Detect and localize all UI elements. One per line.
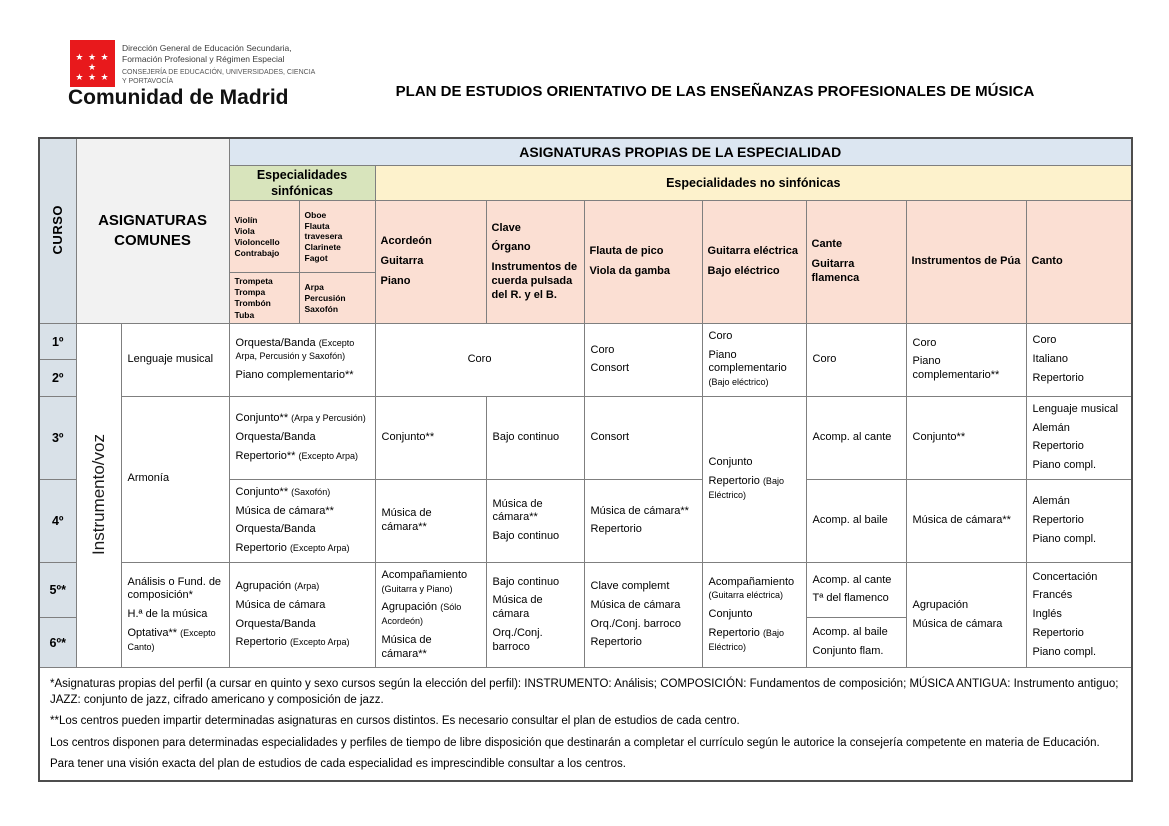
- cell-guitarra-3-4: Conjunto Repertorio (Bajo Eléctrico): [702, 396, 806, 562]
- hdr-col-instrumentos-de-pua: Instrumentos de Púa: [906, 201, 1026, 324]
- cell-sinfonicas-5-6: Agrupación (Arpa) Música de cámara Orquesta/Banda Repertorio (Excepto Arpa): [229, 562, 375, 668]
- hdr-col-trompeta: Trompeta Trompa Trombón Tuba: [229, 273, 299, 324]
- cell-sinfonicas-4: Conjunto** (Saxofón) Música de cámara** Orquesta/Banda Repertorio (Excepto Arpa): [229, 479, 375, 562]
- footnote-line: Para tener una visión exacta del plan de estudios de cada especialidad es imprescindible consultar a los centros.: [50, 757, 626, 770]
- cell-cante-4: Acomp. al baile: [806, 479, 906, 562]
- hdr-curso: CURSO: [39, 138, 76, 323]
- hdr-asignaturas-comunes: ASIGNATURAS COMUNES: [76, 138, 229, 323]
- logo-brand: Comunidad de Madrid: [68, 86, 289, 109]
- cell-cante-1-2: Coro: [806, 323, 906, 396]
- page-title: PLAN DE ESTUDIOS ORIENTATIVO DE LAS ENSEÑANZAS PROFESIONALES DE MÚSICA: [395, 83, 1035, 100]
- cell-cante-3: Acomp. al cante: [806, 396, 906, 479]
- row-3-curso: 3º: [39, 396, 76, 479]
- row-1-curso: 1º: [39, 323, 76, 360]
- row-4-curso: 4º: [39, 479, 76, 562]
- hdr-col-arpa: Arpa Percusión Saxofón: [299, 273, 375, 324]
- footnote-line: **Los centros pueden impartir determinadas asignaturas en cursos distintos. Es necesario consultar el plan de estudios de cada centro.: [50, 715, 740, 728]
- madrid-flag-logo: [70, 40, 115, 87]
- cell-acordeon-3: Conjunto**: [375, 396, 486, 479]
- cell-acordeon-clave-1-2: Coro: [375, 323, 584, 396]
- cell-clave-4: Música de cámara** Bajo continuo: [486, 479, 584, 562]
- cell-sinfonicas-3: Conjunto** (Arpa y Percusión) Orquesta/Banda Repertorio** (Excepto Arpa): [229, 396, 375, 479]
- cell-canto-5-6: Concertación Francés Inglés Repertorio Piano compl.: [1026, 562, 1132, 668]
- cell-pua-1-2: Coro Piano complementario**: [906, 323, 1026, 396]
- hdr-asignaturas-propias: ASIGNATURAS PROPIAS DE LA ESPECIALIDAD: [229, 138, 1132, 165]
- hdr-col-canto: Canto: [1026, 201, 1132, 324]
- cell-comunes-1-2: Lenguaje musical: [121, 323, 229, 396]
- logo-org-line1: CONSEJERÍA DE EDUCACIÓN, UNIVERSIDADES, CIENCIA: [122, 69, 316, 76]
- hdr-especialidades-sinfonicas: Especialidades sinfónicas: [229, 165, 375, 201]
- logo-dept-line1: Dirección General de Educación Secundaria,: [122, 43, 292, 53]
- row-2-curso: 2º: [39, 360, 76, 397]
- cell-cante-6: Acomp. al baile Conjunto flam.: [806, 617, 906, 667]
- cell-sinfonicas-1-2: Orquesta/Banda (Excepto Arpa, Percusión y Saxofón) Piano complementario**: [229, 323, 375, 396]
- cell-clave-3: Bajo continuo: [486, 396, 584, 479]
- footnotes: [39, 668, 1132, 781]
- cell-clave-5-6: Bajo continuo Música de cámara Orq./Conj. barroco: [486, 562, 584, 668]
- cell-canto-3: Lenguaje musical Alemán Repertorio Piano compl.: [1026, 396, 1132, 479]
- cell-guitarra-1-2: Coro Piano complementario (Bajo eléctrico): [702, 323, 806, 396]
- logo-dept-line2: Formación Profesional y Régimen Especial: [122, 54, 285, 64]
- cell-acordeon-5-6: Acompañamiento (Guitarra y Piano) Agrupación (Sólo Acordeón) Música de cámara**: [375, 562, 486, 668]
- hdr-col-guitarra-electrica: Guitarra eléctrica Bajo eléctrico: [702, 201, 806, 324]
- logo-org-line2: Y PORTAVOCÍA: [122, 78, 174, 85]
- hdr-col-clave: Clave Órgano Instrumentos de cuerda pulsada del R. y el B.: [486, 201, 584, 324]
- cell-canto-1-2: Coro Italiano Repertorio: [1026, 323, 1132, 396]
- hdr-col-acordeon: Acordeón Guitarra Piano: [375, 201, 486, 324]
- footnote-line: Los centros disponen para determinadas especialidades y perfiles de tiempo de libre disposición que destinarán a completar el currículo según le autorice la consejería competente en materia de Educación.: [50, 736, 1100, 749]
- footnote-line: *Asignaturas propias del perfil (a cursar en quinto y sexo cursos según la elección del perfil): INSTRUMENTO: Análisis; COMPOSICIÓN: Fundamentos de composición; MÚSICA ANTIGUA: Instrumento antiguo; JAZZ: conjunto de jazz, cifrado americano y composición de jazz.: [50, 678, 1119, 707]
- cell-pua-3: Conjunto**: [906, 396, 1026, 479]
- cell-cante-5: Acomp. al cante Tª del flamenco: [806, 562, 906, 617]
- hdr-col-violin: Violín Viola Violoncello Contrabajo: [229, 201, 299, 273]
- madrid-stars-icon: ★ ★ ★ ★ ★ ★ ★: [75, 52, 110, 82]
- cell-comunes-5-6: Análisis o Fund. de composición* H.ª de la música Optativa** (Excepto Canto): [121, 562, 229, 668]
- cell-guitarra-5-6: Acompañamiento (Guitarra eléctrica) Conjunto Repertorio (Bajo Eléctrico): [702, 562, 806, 668]
- hdr-col-flauta-de-pico: Flauta de pico Viola da gamba: [584, 201, 702, 324]
- plan-table: [38, 137, 1133, 782]
- cell-pua-5-6: Agrupación Música de cámara: [906, 562, 1026, 668]
- cell-acordeon-4: Música de cámara**: [375, 479, 486, 562]
- cell-canto-4: Alemán Repertorio Piano compl.: [1026, 479, 1132, 562]
- cell-flauta-3: Consort: [584, 396, 702, 479]
- cell-flauta-4: Música de cámara** Repertorio: [584, 479, 702, 562]
- cell-comunes-3-4: Armonía: [121, 396, 229, 562]
- hdr-col-oboe: Oboe Flauta travesera Clarinete Fagot: [299, 201, 375, 273]
- cell-flauta-5-6: Clave complemt Música de cámara Orq./Conj. barroco Repertorio: [584, 562, 702, 668]
- cell-pua-4: Música de cámara**: [906, 479, 1026, 562]
- logo-text-block: [122, 43, 382, 86]
- cell-flauta-1-2: Coro Consort: [584, 323, 702, 396]
- hdr-especialidades-no-sinfonicas: Especialidades no sinfónicas: [375, 165, 1132, 201]
- hdr-col-cante: Cante Guitarra flamenca: [806, 201, 906, 324]
- col-instrumento-voz: Instrumento/voz: [76, 323, 121, 668]
- row-6-curso: 6º*: [39, 617, 76, 667]
- row-5-curso: 5º*: [39, 562, 76, 617]
